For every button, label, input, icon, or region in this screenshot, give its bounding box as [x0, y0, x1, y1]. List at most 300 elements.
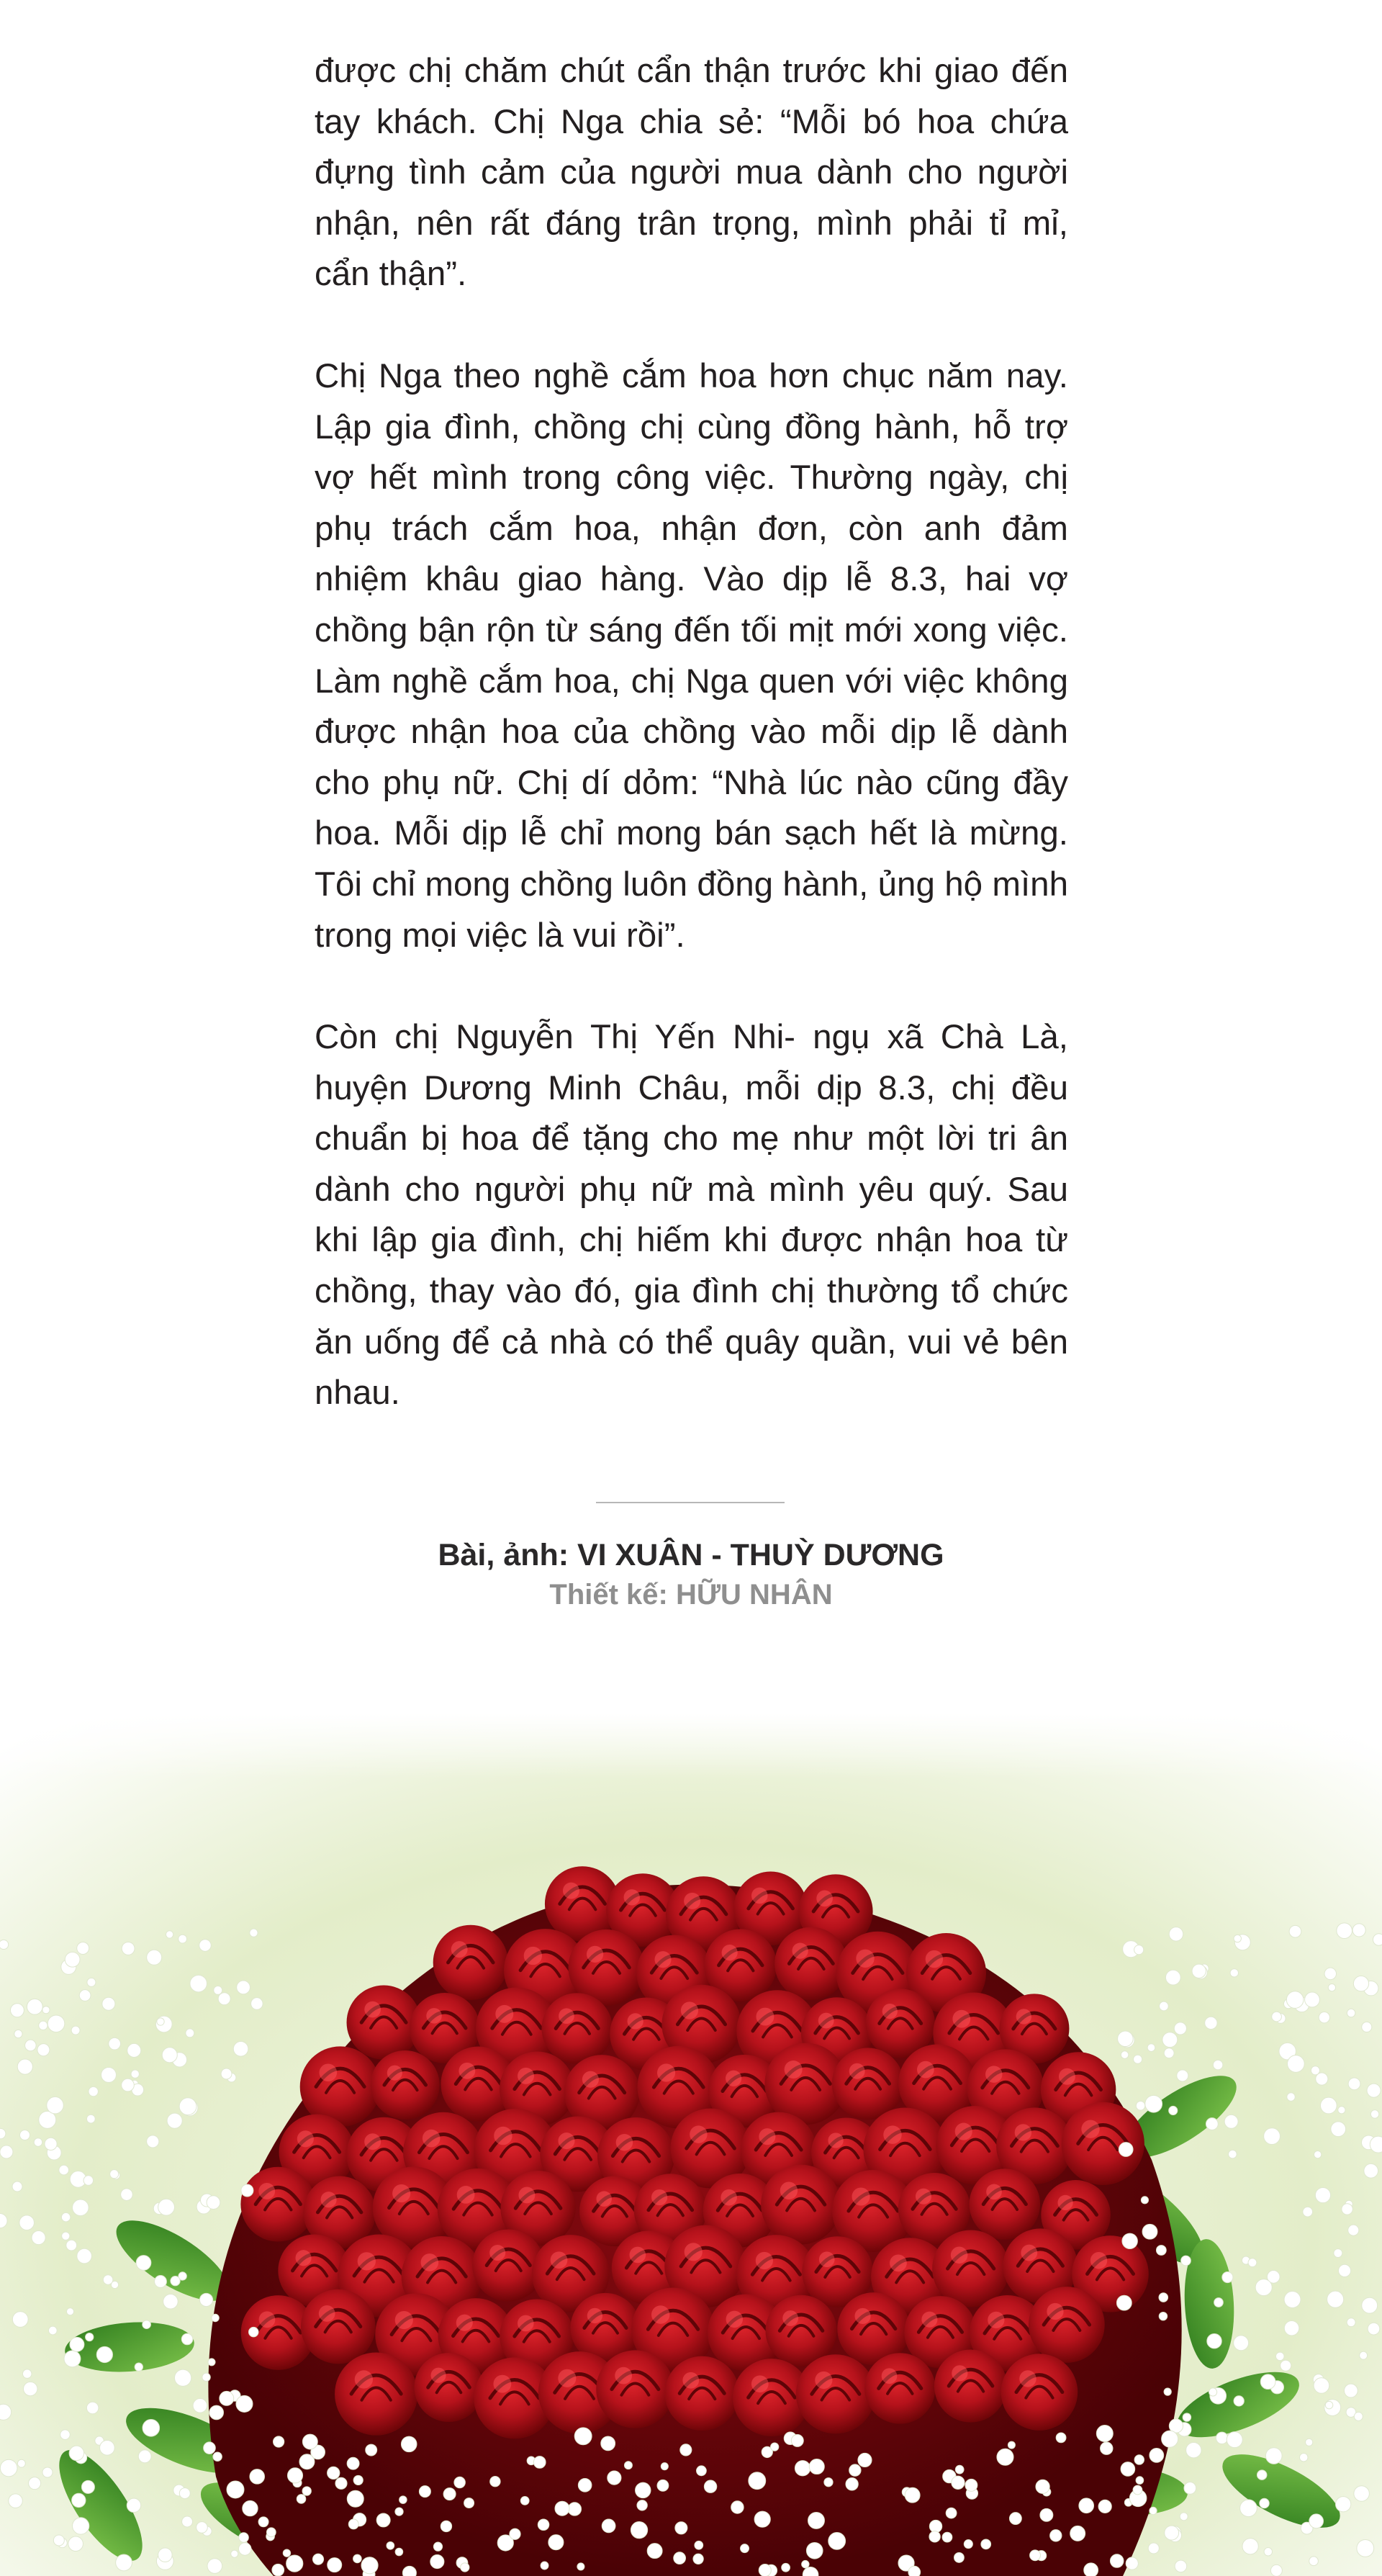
babys-breath-flower	[328, 2558, 342, 2572]
rose-icon	[1001, 2354, 1078, 2431]
babys-breath-flower	[1030, 2550, 1041, 2561]
babys-breath-flower	[258, 2517, 268, 2527]
babys-breath-flower	[647, 2544, 662, 2559]
babys-breath-flower	[1288, 2055, 1305, 2073]
babys-breath-flower	[1347, 2318, 1355, 2327]
babys-breath-flower	[1160, 2001, 1169, 2011]
babys-breath-flower	[109, 2037, 121, 2050]
babys-breath-flower	[100, 2440, 115, 2455]
babys-breath-flower	[65, 1952, 80, 1967]
babys-breath-flower	[443, 2488, 456, 2500]
babys-breath-flower	[782, 2563, 790, 2572]
babys-breath-flower	[858, 2453, 872, 2467]
babys-breath-flower	[227, 2481, 244, 2498]
babys-breath-flower	[1184, 2482, 1196, 2495]
babys-breath-flower	[1305, 1992, 1320, 2007]
babys-breath-flower	[1162, 2032, 1178, 2048]
babys-breath-flower	[1070, 2526, 1085, 2541]
babys-breath-flower	[48, 2015, 65, 2032]
babys-breath-flower	[155, 2276, 167, 2288]
babys-breath-flower	[1134, 2455, 1144, 2464]
babys-breath-flower	[266, 2528, 276, 2537]
babys-breath-flower	[574, 2428, 592, 2445]
babys-breath-flower	[101, 2067, 117, 2082]
babys-breath-flower	[237, 1981, 250, 1994]
babys-breath-flower	[283, 2549, 290, 2557]
babys-breath-flower	[399, 2496, 407, 2504]
babys-breath-flower	[1101, 2442, 1113, 2454]
babys-breath-flower	[602, 2519, 615, 2533]
babys-breath-flower	[1134, 2055, 1142, 2063]
babys-breath-flower	[366, 2444, 377, 2456]
babys-breath-flower	[1306, 2438, 1313, 2446]
babys-breath-flower	[19, 2215, 35, 2230]
babys-breath-flower	[657, 2480, 669, 2491]
babys-breath-flower	[802, 2560, 809, 2567]
babys-breath-flower	[64, 2351, 81, 2367]
rose-icon	[774, 1927, 847, 2000]
babys-breath-flower	[1342, 2204, 1352, 2215]
babys-breath-flower	[122, 2079, 135, 2091]
babys-breath-flower	[143, 2320, 151, 2329]
babys-breath-flower	[1315, 2187, 1330, 2202]
design-credit: Thiết kế: HỮU NHÂN	[549, 1579, 833, 1611]
babys-breath-flower	[208, 2359, 215, 2366]
babys-breath-flower	[71, 2026, 80, 2035]
babys-breath-flower	[1347, 2009, 1355, 2017]
babys-breath-flower	[1275, 2352, 1284, 2361]
babys-breath-flower	[1079, 2498, 1094, 2513]
rose-bouquet-photo	[0, 1713, 1382, 2576]
rose-icon	[934, 2349, 1007, 2422]
babys-breath-flower	[312, 2554, 323, 2564]
babys-breath-flower	[48, 2326, 57, 2335]
babys-breath-flower	[87, 1978, 96, 1986]
babys-breath-flower	[955, 2465, 964, 2474]
babys-breath-flower	[1096, 2426, 1113, 2442]
babys-breath-flower	[1314, 2151, 1322, 2158]
babys-breath-flower	[808, 2512, 825, 2528]
babys-breath-flower	[946, 2508, 957, 2518]
babys-breath-flower	[32, 2230, 45, 2244]
babys-breath-flower	[624, 2462, 632, 2469]
babys-breath-flower	[1234, 2396, 1244, 2406]
babys-breath-flower	[42, 2007, 50, 2014]
babys-breath-flower	[72, 2493, 86, 2507]
babys-breath-flower	[1205, 2017, 1217, 2029]
babys-breath-flower	[199, 2293, 212, 2306]
babys-breath-flower	[849, 2464, 861, 2476]
babys-breath-flower	[1299, 2454, 1308, 2462]
babys-breath-flower	[1309, 2514, 1324, 2528]
babys-breath-flower	[1192, 1964, 1206, 1978]
babys-breath-flower	[401, 2436, 417, 2452]
babys-breath-flower	[1009, 2513, 1021, 2525]
babys-breath-flower	[37, 2044, 50, 2056]
credits-divider	[596, 1502, 785, 1503]
babys-breath-flower	[212, 2314, 219, 2321]
babys-breath-flower	[1364, 2163, 1378, 2178]
babys-breath-flower	[179, 2098, 197, 2115]
babys-breath-flower	[348, 2519, 358, 2529]
babys-breath-flower	[1320, 2097, 1337, 2114]
babys-breath-flower	[1216, 2432, 1227, 2444]
babys-breath-flower	[1040, 2508, 1053, 2521]
babys-breath-flower	[824, 2478, 833, 2487]
babys-breath-flower	[661, 2463, 668, 2470]
rose-icon	[335, 2352, 417, 2435]
babys-breath-flower	[942, 2532, 952, 2542]
babys-breath-flower	[163, 2294, 179, 2310]
babys-breath-flower	[62, 2232, 70, 2240]
babys-breath-flower	[1159, 2293, 1168, 2302]
babys-breath-flower	[213, 2452, 222, 2461]
babys-breath-flower	[697, 2466, 707, 2476]
babys-breath-flower	[190, 1975, 207, 1992]
babys-breath-flower	[1270, 2564, 1282, 2576]
babys-breath-flower	[981, 2539, 991, 2549]
babys-breath-flower	[1180, 2513, 1188, 2521]
babys-breath-flower	[1284, 2292, 1301, 2308]
babys-breath-flower	[47, 2097, 63, 2113]
babys-breath-flower	[204, 2442, 216, 2454]
babys-breath-flower	[954, 2552, 965, 2562]
babys-breath-flower	[520, 2496, 529, 2505]
babys-breath-flower	[1319, 2012, 1329, 2022]
article-paragraph: Còn chị Nguyễn Thị Yến Nhi- ngụ xã Chà Là, huyện Dương Minh Châu, mỗi dịp 8.3, chị đều chuẩn bị hoa để tặng cho mẹ như một lời tri ân dành cho người phụ nữ mà mình yêu quý. Sau khi lập gia đình, chị hiếm khi được nhận hoa từ chồng, thay vào đó, gia đình chị thường tổ chức ăn uống để cả nhà có thể quây quần, vui vẻ bên nhau.	[315, 1018, 1068, 1413]
babys-breath-flower	[1264, 2128, 1281, 2145]
babys-breath-flower	[197, 2522, 208, 2534]
babys-breath-flower	[464, 2498, 474, 2508]
babys-breath-flower	[1229, 2150, 1237, 2158]
babys-breath-flower	[1150, 2449, 1164, 2463]
babys-breath-flower	[1183, 2413, 1191, 2421]
babys-breath-flower	[1116, 2295, 1132, 2310]
babys-breath-flower	[1118, 2031, 1134, 2047]
babys-breath-flower	[433, 2542, 442, 2551]
babys-breath-flower	[1164, 2048, 1174, 2058]
babys-breath-flower	[555, 2501, 569, 2516]
babys-breath-flower	[207, 2196, 220, 2210]
babys-breath-flower	[1227, 2432, 1242, 2448]
babys-breath-flower	[795, 2461, 810, 2476]
rose-icon	[932, 2230, 1009, 2307]
babys-breath-flower	[1334, 2249, 1342, 2258]
babys-breath-flower	[929, 2520, 941, 2532]
babys-breath-flower	[419, 2486, 430, 2498]
babys-breath-flower	[1284, 2321, 1299, 2336]
babys-breath-flower	[29, 2477, 41, 2490]
babys-breath-flower	[541, 2562, 548, 2570]
babys-breath-flower	[1362, 2297, 1378, 2313]
babys-breath-flower	[510, 2528, 520, 2539]
rose-icon	[1029, 2287, 1105, 2363]
babys-breath-flower	[66, 2240, 77, 2251]
babys-breath-flower	[1234, 2336, 1249, 2351]
babys-breath-flower	[102, 1997, 115, 2010]
article-body	[315, 46, 1068, 1470]
article-paragraph: Chị Nga theo nghề cắm hoa hơn chục năm nay. Lập gia đình, chồng chị cùng đồng hành, hỗ trợ vợ hết mình trong công việc. Thường ngày, chị phụ trách cắm hoa, nhận đơn, còn anh đảm nhiệm khâu giao hàng. Vào dịp lễ 8.3, hai vợ chồng bận rộn từ sáng đến tối mịt mới xong việc. Làm nghề cắm hoa, chị Nga quen với việc không được nhận hoa của chồng vào mỗi dịp lễ dành cho phụ nữ. Chị dí dỏm: “Nhà lúc nào cũng đầy hoa. Mỗi dịp lễ chỉ mong bán sạch hết là mừng. Tôi chỉ mong chồng luôn đồng hành, ủng hộ mình trong mọi việc là vui rồi”.	[315, 356, 1068, 955]
rose-icon	[371, 2050, 440, 2120]
babys-breath-flower	[1370, 2110, 1379, 2119]
babys-breath-flower	[116, 2554, 132, 2571]
babys-breath-flower	[754, 2511, 770, 2527]
babys-breath-flower	[1240, 2500, 1257, 2517]
babys-breath-flower	[167, 2113, 182, 2128]
babys-breath-flower	[1348, 2078, 1360, 2090]
babys-breath-flower	[1133, 2485, 1142, 2495]
rose-icon	[864, 2353, 935, 2423]
babys-breath-flower	[1159, 2312, 1167, 2320]
babys-breath-flower	[538, 2519, 549, 2531]
babys-breath-flower	[693, 2554, 703, 2564]
babys-breath-flower	[1303, 2207, 1313, 2217]
babys-breath-flower	[771, 2443, 779, 2451]
babys-breath-flower	[1165, 2526, 1179, 2540]
babys-breath-flower	[1324, 1968, 1337, 1980]
babys-breath-flower	[251, 1998, 263, 2010]
babys-breath-flower	[70, 2337, 84, 2351]
babys-breath-flower	[122, 1942, 135, 1955]
babys-breath-flower	[1362, 2022, 1372, 2032]
babys-breath-flower	[86, 2333, 94, 2341]
author-credit: Bài, ảnh: VI XUÂN - THUỲ DƯƠNG	[438, 1538, 944, 1572]
babys-breath-flower	[193, 2398, 207, 2413]
babys-breath-flower	[81, 2480, 94, 2493]
babys-breath-flower	[461, 2563, 469, 2572]
babys-breath-flower	[1119, 2143, 1133, 2157]
babys-breath-flower	[110, 2170, 119, 2179]
article-paragraph: được chị chăm chút cẩn thận trước khi giao đến tay khách. Chị Nga chia sẻ: “Mỗi bó hoa chứa đựng tình cảm của người mua dành cho người nhận, nên rất đáng trân trọng, mình phải tỉ mỉ, cẩn thận”.	[315, 52, 1068, 294]
babys-breath-flower	[157, 2018, 164, 2025]
babys-breath-flower	[809, 2459, 824, 2474]
babys-breath-flower	[83, 2176, 93, 2185]
babys-breath-flower	[441, 2521, 451, 2531]
babys-breath-flower	[17, 2459, 25, 2467]
babys-breath-flower	[60, 2430, 71, 2440]
rose-icon	[832, 2048, 904, 2120]
babys-breath-flower	[361, 2557, 378, 2574]
babys-breath-flower	[22, 2369, 31, 2378]
babys-breath-flower	[61, 2212, 70, 2221]
babys-breath-flower	[174, 2369, 191, 2386]
rose-icon	[433, 1925, 508, 2000]
babys-breath-flower	[297, 2495, 306, 2504]
babys-breath-flower	[1286, 1991, 1304, 2009]
babys-breath-flower	[1314, 2378, 1329, 2394]
babys-breath-flower	[828, 2533, 846, 2550]
babys-breath-flower	[202, 2373, 210, 2381]
babys-breath-flower	[952, 2476, 965, 2489]
babys-breath-flower	[1162, 2431, 1178, 2447]
babys-breath-flower	[395, 2508, 403, 2516]
babys-breath-flower	[25, 2040, 37, 2051]
babys-breath-flower	[233, 2042, 248, 2057]
babys-breath-flower	[1327, 2291, 1344, 2307]
babys-breath-flower	[608, 2471, 621, 2485]
babys-breath-flower	[1175, 2560, 1187, 2572]
babys-breath-flower	[1008, 2441, 1015, 2449]
babys-breath-flower	[1234, 1935, 1241, 1942]
babys-breath-flower	[1336, 2497, 1351, 2512]
babys-breath-flower	[127, 2043, 141, 2057]
babys-breath-flower	[250, 1929, 258, 1937]
babys-breath-flower	[1338, 2107, 1345, 2114]
babys-breath-flower	[239, 2533, 249, 2543]
babys-breath-flower	[1141, 2197, 1148, 2204]
babys-breath-flower	[1145, 2095, 1162, 2112]
babys-breath-flower	[1224, 2115, 1238, 2128]
babys-breath-flower	[89, 2086, 98, 2096]
babys-breath-flower	[86, 2402, 99, 2414]
babys-breath-flower	[17, 2059, 32, 2074]
babys-breath-flower	[138, 2450, 151, 2463]
babys-breath-flower	[59, 2165, 69, 2175]
rose-icon	[796, 2354, 875, 2433]
babys-breath-flower	[1352, 1924, 1365, 1937]
babys-breath-flower	[1230, 1969, 1238, 1977]
babys-breath-flower	[248, 2327, 258, 2336]
babys-breath-flower	[791, 2434, 803, 2446]
babys-breath-flower	[103, 2275, 112, 2284]
babys-breath-flower	[1328, 1983, 1335, 1991]
babys-breath-flower	[674, 2552, 686, 2564]
babys-breath-flower	[209, 2405, 224, 2420]
babys-breath-flower	[1121, 2051, 1129, 2059]
babys-breath-flower	[1357, 2540, 1374, 2557]
babys-breath-flower	[704, 2480, 716, 2492]
babys-breath-flower	[759, 2564, 771, 2576]
babys-breath-flower	[1209, 2388, 1217, 2396]
rose-icon	[240, 2167, 315, 2242]
babys-breath-flower	[236, 2395, 253, 2412]
babys-breath-flower	[302, 2487, 311, 2495]
babys-breath-flower	[286, 2555, 303, 2572]
babys-breath-flower	[1353, 1976, 1368, 1991]
babys-breath-flower	[1169, 1927, 1183, 1942]
babys-breath-flower	[182, 2516, 193, 2527]
babys-breath-flower	[27, 1999, 42, 2014]
babys-breath-flower	[636, 2482, 651, 2498]
babys-breath-flower	[1260, 2498, 1269, 2508]
babys-breath-flower	[96, 2346, 112, 2362]
babys-breath-flower	[39, 2021, 48, 2030]
babys-breath-flower	[1348, 2225, 1359, 2235]
babys-breath-flower	[166, 1931, 173, 1938]
babys-breath-flower	[1121, 2462, 1135, 2477]
babys-breath-flower	[1169, 2106, 1178, 2115]
babys-breath-flower	[1050, 2530, 1062, 2541]
babys-breath-flower	[220, 2391, 234, 2405]
babys-breath-flower	[10, 2004, 24, 2017]
babys-breath-flower	[1311, 2066, 1319, 2075]
babys-breath-flower	[179, 1935, 187, 1943]
babys-breath-flower	[1242, 2539, 1258, 2554]
babys-breath-flower	[908, 2566, 921, 2576]
babys-breath-flower	[299, 2454, 315, 2469]
babys-breath-flower	[1177, 2070, 1188, 2081]
babys-breath-flower	[12, 2181, 22, 2192]
babys-breath-flower	[1257, 2470, 1267, 2480]
babys-breath-flower	[1338, 2264, 1350, 2276]
babys-breath-flower	[171, 2276, 180, 2286]
babys-breath-flower	[199, 1940, 212, 1952]
babys-breath-flower	[1367, 2084, 1381, 2097]
babys-breath-flower	[637, 2500, 647, 2510]
babys-breath-flower	[302, 2434, 317, 2449]
rose-icon	[347, 1986, 421, 2060]
babys-breath-flower	[19, 2130, 30, 2140]
babys-breath-flower	[376, 2513, 390, 2527]
babys-breath-flower	[1337, 1923, 1352, 1939]
babys-breath-flower	[568, 2503, 581, 2516]
babys-breath-flower	[1207, 2334, 1221, 2348]
babys-breath-flower	[272, 2564, 284, 2576]
babys-breath-flower	[186, 2029, 194, 2037]
babys-breath-flower	[1255, 2279, 1272, 2296]
babys-breath-flower	[335, 2477, 347, 2489]
babys-breath-flower	[162, 2048, 177, 2063]
babys-breath-flower	[73, 2199, 89, 2216]
babys-breath-flower	[136, 2256, 151, 2271]
babys-breath-flower	[77, 2248, 92, 2264]
babys-breath-flower	[53, 2535, 64, 2546]
babys-breath-flower	[631, 2522, 647, 2539]
babys-breath-flower	[218, 1993, 230, 2005]
babys-breath-flower	[158, 2199, 175, 2215]
babys-breath-flower	[0, 1940, 9, 1949]
babys-breath-flower	[997, 2449, 1013, 2465]
babys-breath-flower	[68, 2536, 83, 2552]
babys-breath-flower	[207, 2559, 222, 2574]
babys-breath-flower	[231, 2550, 238, 2557]
babys-breath-flower	[135, 2363, 143, 2371]
babys-breath-flower	[1222, 2271, 1233, 2282]
babys-breath-flower	[675, 2522, 687, 2534]
babys-breath-flower	[1136, 2101, 1145, 2110]
babys-breath-flower	[287, 2468, 302, 2483]
babys-breath-flower	[353, 2475, 363, 2485]
babys-breath-flower	[1056, 2433, 1066, 2443]
babys-breath-flower	[0, 2145, 13, 2158]
babys-breath-flower	[353, 2554, 362, 2563]
babys-breath-flower	[749, 2472, 766, 2490]
babys-breath-flower	[1084, 2563, 1098, 2576]
babys-breath-flower	[273, 2436, 284, 2447]
babys-breath-flower	[1260, 2374, 1275, 2390]
babys-breath-flower	[548, 2535, 564, 2550]
babys-breath-flower	[243, 2500, 258, 2516]
rose-icon	[970, 2169, 1041, 2240]
rose-icon	[541, 1993, 613, 2064]
babys-breath-flower	[1360, 2351, 1368, 2359]
babys-breath-flower	[147, 1950, 162, 1965]
babys-breath-flower	[578, 2479, 592, 2492]
babys-breath-flower	[1156, 2246, 1166, 2256]
rose-icon	[761, 2165, 841, 2245]
babys-breath-flower	[1036, 2480, 1049, 2493]
babys-breath-flower	[1126, 2557, 1138, 2570]
babys-breath-flower	[34, 2138, 42, 2147]
photo-top-fade	[0, 1713, 1382, 1778]
babys-breath-flower	[147, 2135, 159, 2148]
babys-breath-flower	[731, 2501, 744, 2513]
babys-breath-flower	[14, 2030, 22, 2037]
babys-breath-flower	[1098, 2500, 1111, 2513]
babys-breath-flower	[1148, 2543, 1159, 2554]
babys-breath-flower	[69, 2446, 84, 2461]
babys-breath-flower	[490, 2477, 500, 2487]
